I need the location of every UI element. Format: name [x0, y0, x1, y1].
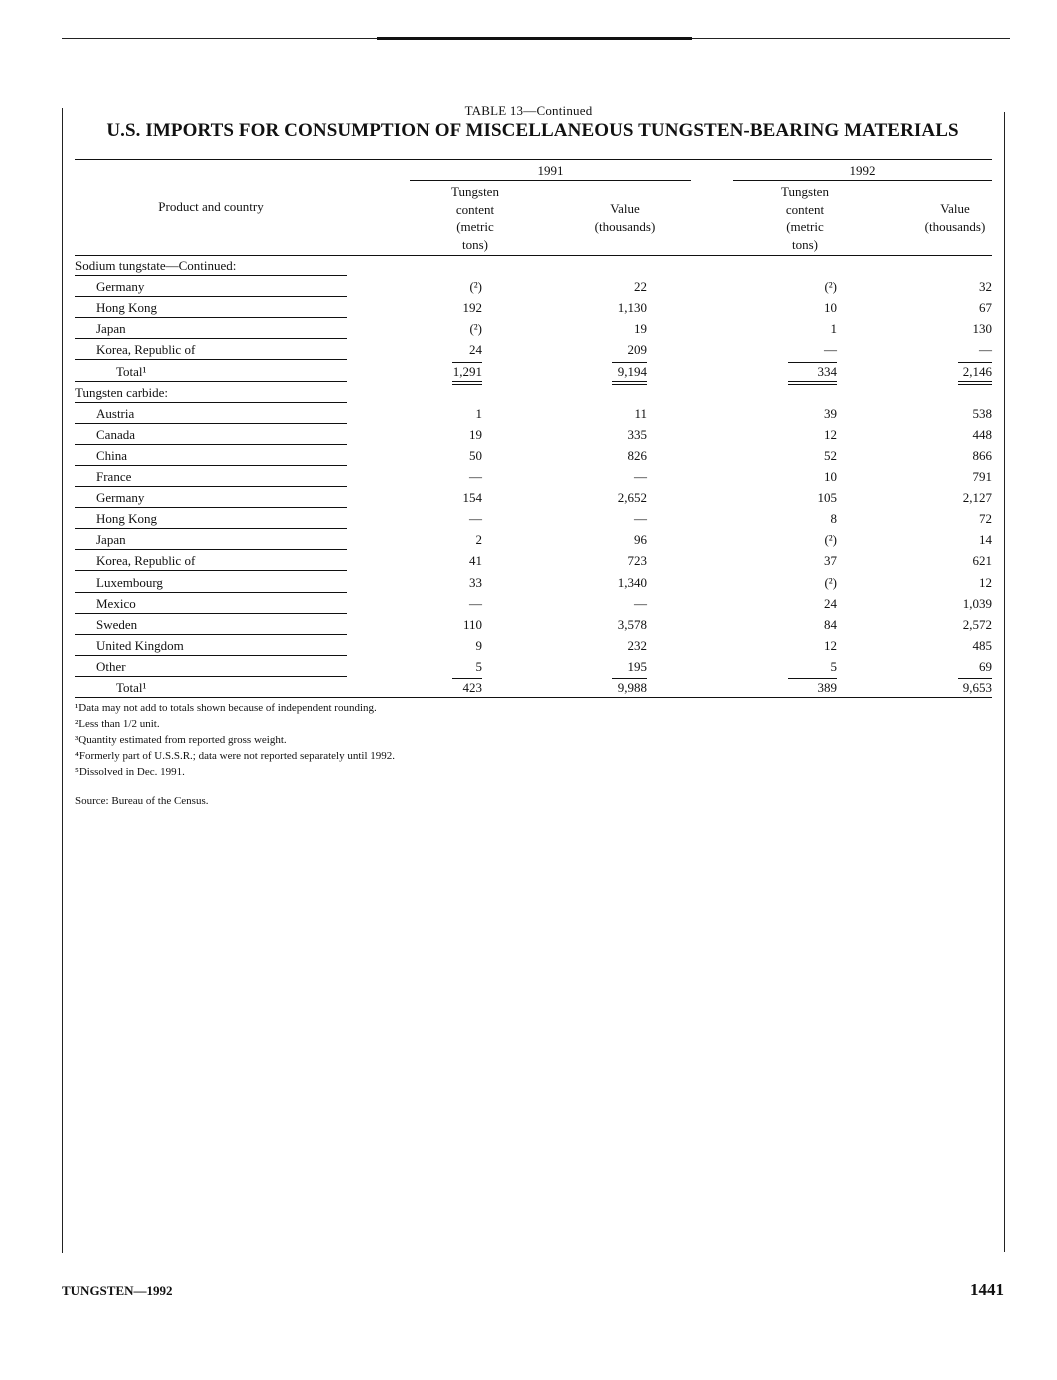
sum-rule: [788, 678, 837, 679]
product-header: Product and country: [158, 199, 264, 214]
sum-rule: [452, 362, 482, 363]
row-value-t1992: 52: [824, 447, 837, 463]
row-country: Hong Kong: [96, 300, 158, 316]
row-value-v1992: 538: [972, 405, 992, 421]
row-value-t1992: 8: [830, 511, 837, 527]
footnote-3: ³Quantity estimated from reported gross weight.: [75, 734, 287, 746]
row-country: Hong Kong: [96, 511, 158, 527]
row-value-t1992: 84: [824, 616, 837, 632]
value-header-1992: (thousands): [924, 218, 986, 234]
row-value-t1991: 50: [469, 447, 482, 463]
tungsten-header-1992: tons): [792, 236, 818, 252]
row-value-v1992: 448: [972, 426, 992, 442]
total-value-t1992: 334: [817, 363, 837, 379]
row-country: Canada: [96, 426, 135, 442]
total-value-v1991: 9,988: [617, 680, 647, 695]
table-title: U.S. IMPORTS FOR CONSUMPTION OF MISCELLANEOUS TUNGSTEN-BEARING MATERIALS: [106, 120, 959, 141]
row-value-t1991: 9: [475, 637, 482, 653]
row-value-v1992: 67: [979, 300, 992, 316]
row-value-t1992: 12: [824, 426, 837, 442]
row-value-t1991: —: [469, 511, 482, 527]
row-value-t1992: 24: [824, 595, 837, 611]
row-value-t1992: 5: [830, 658, 837, 674]
total-value-t1991: 1,291: [452, 363, 482, 379]
tungsten-header-1991: content: [455, 201, 495, 217]
row-value-v1991: 19: [634, 321, 647, 337]
row-value-t1991: 1: [475, 405, 482, 421]
double-rule: [788, 381, 837, 382]
row-value-t1991: 2: [475, 532, 482, 548]
double-rule: [612, 381, 647, 382]
row-rule: [75, 359, 347, 360]
sum-rule: [612, 362, 647, 363]
header-bottom-rule: [75, 255, 992, 256]
tungsten-header-1992: (metric: [786, 219, 824, 234]
sum-rule: [788, 362, 837, 363]
tungsten-header-1991: tons): [462, 236, 488, 252]
row-rule: [75, 592, 347, 593]
tungsten-header-1992: content: [785, 201, 825, 217]
row-value-t1991: 154: [462, 490, 482, 506]
double-rule: [958, 384, 992, 385]
row-country: Germany: [96, 490, 145, 506]
total-value-t1992: 389: [817, 680, 837, 695]
row-rule: [75, 402, 347, 403]
row-value-v1991: —: [634, 511, 647, 527]
row-value-v1991: 232: [627, 637, 647, 653]
row-value-v1991: —: [634, 469, 647, 484]
total-label: Total¹: [116, 680, 147, 695]
row-value-v1992: —: [979, 342, 992, 358]
row-value-v1992: 2,127: [962, 490, 992, 506]
row-rule: [75, 275, 347, 276]
footnote-1: ¹Data may not add to totals shown because of independent rounding.: [75, 702, 377, 714]
row-value-v1991: 11: [634, 405, 647, 421]
row-value-v1991: 1,130: [617, 300, 647, 316]
sum-rule: [958, 362, 992, 363]
row-value-t1991: 41: [469, 553, 482, 569]
row-country: France: [96, 469, 132, 484]
row-rule: [75, 676, 347, 677]
row-country: Other: [96, 658, 126, 674]
row-value-v1991: —: [634, 595, 647, 611]
right-margin-line: [1004, 112, 1005, 1252]
value-header-1992: Value: [940, 201, 970, 216]
row-value-t1992: 10: [824, 300, 837, 316]
row-rule: [75, 655, 347, 656]
row-value-t1992: 105: [817, 490, 837, 506]
row-value-v1991: 22: [634, 279, 647, 295]
page-number: 1441: [970, 1280, 1004, 1299]
row-rule: [75, 381, 347, 382]
double-rule: [958, 381, 992, 382]
double-rule: [452, 384, 482, 385]
row-country: Germany: [96, 279, 145, 295]
row-rule: [75, 317, 347, 318]
row-value-t1991: 33: [469, 574, 482, 590]
sum-rule: [612, 678, 647, 679]
total-value-v1991: 9,194: [617, 363, 647, 379]
total-value-t1991: 423: [462, 680, 482, 695]
row-value-t1992: 39: [824, 405, 837, 421]
double-rule: [612, 384, 647, 385]
row-rule: [75, 486, 347, 487]
row-rule: [75, 549, 347, 550]
footer-left: TUNGSTEN—1992: [62, 1283, 173, 1298]
row-value-v1992: 69: [979, 658, 992, 674]
footnote-4: ⁴Formerly part of U.S.S.R.; data were not reported separately until 1992.: [75, 750, 396, 762]
row-value-v1991: 195: [627, 658, 647, 674]
double-rule: [788, 384, 837, 385]
row-value-v1991: 209: [627, 342, 647, 358]
row-value-v1992: 12: [979, 574, 992, 590]
row-value-t1992: (²): [824, 532, 837, 548]
tungsten-header-1991: Tungsten: [451, 184, 499, 199]
value-header-1991: Value: [610, 201, 640, 216]
row-value-v1991: 723: [627, 553, 647, 569]
row-value-t1991: (²): [469, 279, 482, 295]
year1-rule: [410, 180, 691, 181]
row-rule: [75, 507, 347, 508]
top-rule-accent: [377, 37, 692, 40]
row-value-t1991: —: [469, 595, 482, 611]
row-value-v1991: 335: [627, 426, 647, 442]
row-rule: [75, 296, 347, 297]
footnote-2: ²Less than 1/2 unit.: [75, 718, 160, 730]
row-rule: [75, 465, 347, 466]
row-country: China: [96, 447, 128, 463]
tungsten-header-1991: (metric: [456, 219, 494, 234]
row-value-t1992: 12: [824, 637, 837, 653]
row-rule: [75, 613, 347, 614]
row-value-t1992: 1: [830, 321, 837, 337]
row-country: Korea, Republic of: [96, 553, 196, 569]
row-value-t1991: 24: [469, 342, 482, 358]
tungsten-header-1992: Tungsten: [781, 184, 829, 199]
source-note: Source: Bureau of the Census.: [75, 795, 209, 807]
row-value-t1991: 192: [462, 300, 482, 316]
year2-rule: [733, 180, 992, 181]
row-value-t1992: 37: [824, 553, 837, 569]
row-value-t1991: 19: [469, 426, 482, 442]
row-value-v1992: 791: [972, 469, 992, 484]
total-value-v1992: 9,653: [962, 680, 992, 695]
row-rule: [75, 338, 347, 339]
total-value-v1992: 2,146: [962, 363, 992, 379]
year-1991: 1991: [537, 163, 564, 178]
row-value-v1992: 130: [972, 321, 992, 337]
sum-rule: [958, 678, 992, 679]
row-country: Japan: [96, 321, 126, 337]
row-value-t1991: 5: [475, 658, 482, 674]
sodium-tungstate-section-title: Sodium tungstate—Continued:: [75, 258, 237, 273]
row-rule: [75, 634, 347, 635]
row-value-v1991: 1,340: [617, 574, 647, 590]
row-country: Austria: [96, 405, 135, 421]
table-label: TABLE 13—Continued: [464, 103, 593, 118]
row-value-v1992: 2,572: [962, 616, 992, 632]
row-value-v1991: 3,578: [617, 616, 647, 632]
total-label: Total¹: [116, 363, 147, 379]
table-bottom-rule: [75, 697, 992, 698]
row-country: Japan: [96, 532, 126, 548]
row-country: Sweden: [96, 616, 138, 632]
row-rule: [75, 570, 347, 571]
sum-rule: [452, 678, 482, 679]
row-value-t1992: (²): [824, 279, 837, 295]
row-country: Luxembourg: [96, 574, 163, 590]
row-value-v1992: 485: [972, 637, 992, 653]
row-country: United Kingdom: [96, 637, 184, 653]
row-value-v1992: 14: [979, 532, 992, 548]
header-top-rule: [75, 159, 992, 160]
row-country: Mexico: [96, 595, 136, 611]
tungsten-carbide-section-title: Tungsten carbide:: [75, 384, 169, 400]
row-rule: [75, 423, 347, 424]
row-rule: [75, 444, 347, 445]
row-value-v1992: 72: [979, 511, 992, 527]
footnote-5: ⁵Dissolved in Dec. 1991.: [75, 766, 185, 778]
row-rule: [75, 528, 347, 529]
row-value-t1992: 10: [824, 469, 837, 484]
row-value-t1991: —: [469, 469, 482, 484]
double-rule: [452, 381, 482, 382]
left-margin-line: [62, 108, 63, 1253]
row-value-t1991: (²): [469, 321, 482, 337]
value-header-1991: (thousands): [594, 218, 656, 234]
row-value-v1992: 1,039: [962, 595, 992, 611]
row-value-v1991: 826: [627, 447, 647, 463]
year-1992: 1992: [849, 163, 876, 178]
row-value-v1992: 621: [972, 553, 992, 569]
row-value-v1991: 2,652: [617, 490, 647, 506]
row-value-t1992: (²): [824, 574, 837, 590]
row-value-v1991: 96: [634, 532, 647, 548]
row-value-t1992: —: [824, 342, 837, 358]
row-value-v1992: 866: [972, 447, 992, 463]
row-country: Korea, Republic of: [96, 342, 196, 358]
row-value-t1991: 110: [462, 616, 482, 632]
row-value-v1992: 32: [979, 279, 992, 295]
